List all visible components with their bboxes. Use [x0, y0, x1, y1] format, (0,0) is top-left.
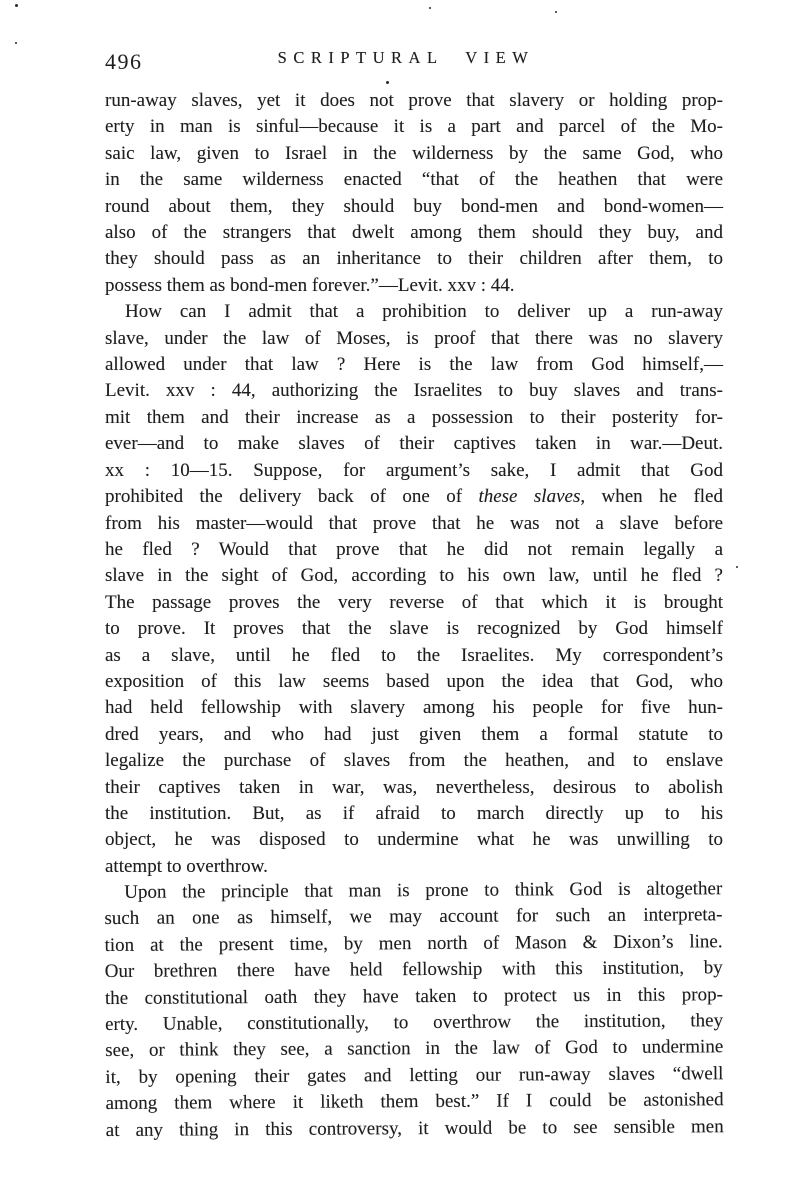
text-segment: round about them, they should buy bond-men and bond-women—	[105, 195, 723, 217]
text-segment: in the same wilderness enacted “that of the heathen that were	[105, 169, 723, 191]
page-number: 496	[105, 49, 143, 74]
text-line	[105, 273, 723, 299]
text-line	[105, 695, 723, 721]
text-segment: xx : 10—15. Suppose, for argument’s sake, I admit that God	[105, 459, 723, 481]
text-segment: ever—and to make slaves of their captives taken in war.—Deut.	[105, 433, 723, 455]
scan-speck	[386, 81, 389, 84]
text-segment: from his master—would that prove that he was not a slave before	[105, 512, 723, 534]
text-line	[105, 616, 723, 642]
paragraph	[104, 876, 724, 1144]
scan-speck	[15, 42, 17, 44]
text-line	[106, 1114, 724, 1144]
text-block	[105, 88, 723, 1144]
text-segment: tion at the present time, by men north of Mason & Dixon’s line.	[104, 931, 723, 957]
text-segment: erty. Unable, constitutionally, to overthrow the institution, they	[105, 1010, 724, 1036]
text-segment: also of the strangers that dwelt among them should they buy, and	[105, 222, 723, 244]
text-line	[105, 669, 723, 695]
text-line	[105, 378, 723, 404]
text-segment: at any thing in this controversy, it would be to see sensible men	[105, 1116, 724, 1141]
text-line	[105, 405, 723, 431]
text-segment: erty in man is sinful—because it is a part and parcel of the Mo-	[105, 116, 723, 138]
text-line	[105, 643, 723, 669]
text-line	[105, 590, 723, 616]
page-header	[105, 46, 723, 76]
text-segment: as a slave, until he fled to the Israelites. My correspondent’s	[105, 644, 723, 666]
text-line	[105, 431, 723, 457]
text-line	[105, 956, 723, 986]
text-segment: Upon the principle that man is prone to think God is altogether	[124, 878, 723, 904]
text-line	[105, 1008, 723, 1038]
text-segment: had held fellowship with slavery among his people for five hun-	[105, 697, 723, 719]
text-line	[105, 563, 723, 589]
text-segment: possess them as bond-men forever.”—Levit. xxv : 44.	[105, 274, 515, 296]
text-segment: prohibited the delivery back of one of	[105, 486, 479, 508]
text-segment: mit them and their increase as a possession to their posterity for-	[105, 406, 723, 428]
text-line	[105, 801, 723, 827]
text-line	[105, 194, 723, 220]
text-line	[105, 167, 723, 193]
text-segment: legalize the purchase of slaves from the heathen, and to enslave	[105, 750, 723, 772]
text-line	[105, 982, 723, 1012]
text-segment: Our brethren there have held fellowship with this institution, by	[104, 957, 723, 983]
text-line	[105, 88, 723, 114]
text-line	[105, 748, 723, 774]
text-line	[105, 352, 723, 378]
text-line	[104, 903, 722, 933]
text-line	[105, 537, 723, 563]
text-segment: The passage proves the very reverse of that which it is brought	[105, 591, 723, 613]
text-line	[105, 114, 723, 140]
text-segment: they should pass as an inheritance to their children after them, to	[105, 248, 723, 270]
text-segment: among them where it liketh them best.” If I could be astonished	[105, 1089, 724, 1115]
text-segment: run-away slaves, yet it does not prove that slavery or holding prop-	[105, 90, 723, 111]
scan-speck	[736, 566, 738, 568]
text-line	[105, 299, 723, 325]
text-line	[105, 511, 723, 537]
text-line	[105, 220, 723, 246]
text-segment: How can I admit that a prohibition to deliver up a run-away	[125, 301, 723, 323]
text-segment: to prove. It proves that the slave is recognized by God himself	[105, 618, 723, 640]
text-segment: exposition of this law seems based upon the idea that God, who	[105, 670, 723, 692]
text-segment: see, or think they see, a sanction in the law of God to undermine	[105, 1036, 724, 1062]
text-line	[105, 246, 723, 272]
text-line	[105, 1035, 723, 1065]
paragraph	[105, 88, 723, 299]
text-line	[105, 484, 723, 510]
text-line	[105, 326, 723, 352]
paragraph	[105, 299, 723, 880]
text-line	[105, 827, 723, 853]
text-segment: he fled ? Would that prove that he did not remain legally a	[105, 538, 723, 560]
text-segment: such an one as himself, we may account for such an interpreta-	[104, 904, 723, 930]
text-segment: saic law, given to Israel in the wilderness by the same God, who	[105, 142, 723, 164]
text-line	[105, 929, 723, 959]
text-segment: their captives taken in war, was, nevertheless, desirous to abolish	[105, 776, 723, 798]
scan-speck	[429, 7, 431, 9]
text-line	[105, 1088, 723, 1118]
text-segment: , when he fled	[580, 486, 723, 508]
text-line	[104, 876, 722, 906]
text-line	[105, 141, 723, 167]
text-line	[105, 458, 723, 484]
italic-text: these slaves	[478, 486, 581, 508]
text-segment: allowed under that law ? Here is the law from God himself,—	[105, 354, 723, 376]
text-line	[105, 1061, 723, 1091]
text-segment: the constitutional oath they have taken to protect us in this prop-	[104, 984, 723, 1009]
text-segment: attempt to overthrow.	[105, 855, 268, 877]
text-segment: slave, under the law of Moses, is proof that there was no slavery	[105, 327, 723, 349]
text-segment: slave in the sight of God, according to his own law, until he fled ?	[105, 565, 723, 587]
text-segment: Levit. xxv : 44, authorizing the Israelites to buy slaves and trans-	[105, 380, 723, 402]
running-header-title: SCRIPTURAL VIEW	[277, 48, 535, 67]
scan-speck	[15, 4, 18, 7]
text-segment: dred years, and who had just given them a formal statute to	[105, 723, 723, 745]
text-segment: it, by opening their gates and letting our run-away slaves “dwell	[105, 1063, 724, 1089]
text-line	[105, 775, 723, 801]
text-line	[105, 722, 723, 748]
text-segment: object, he was disposed to undermine what he was unwilling to	[105, 829, 723, 851]
scan-speck	[555, 11, 557, 13]
text-segment: the institution. But, as if afraid to march directly up to his	[105, 802, 723, 824]
